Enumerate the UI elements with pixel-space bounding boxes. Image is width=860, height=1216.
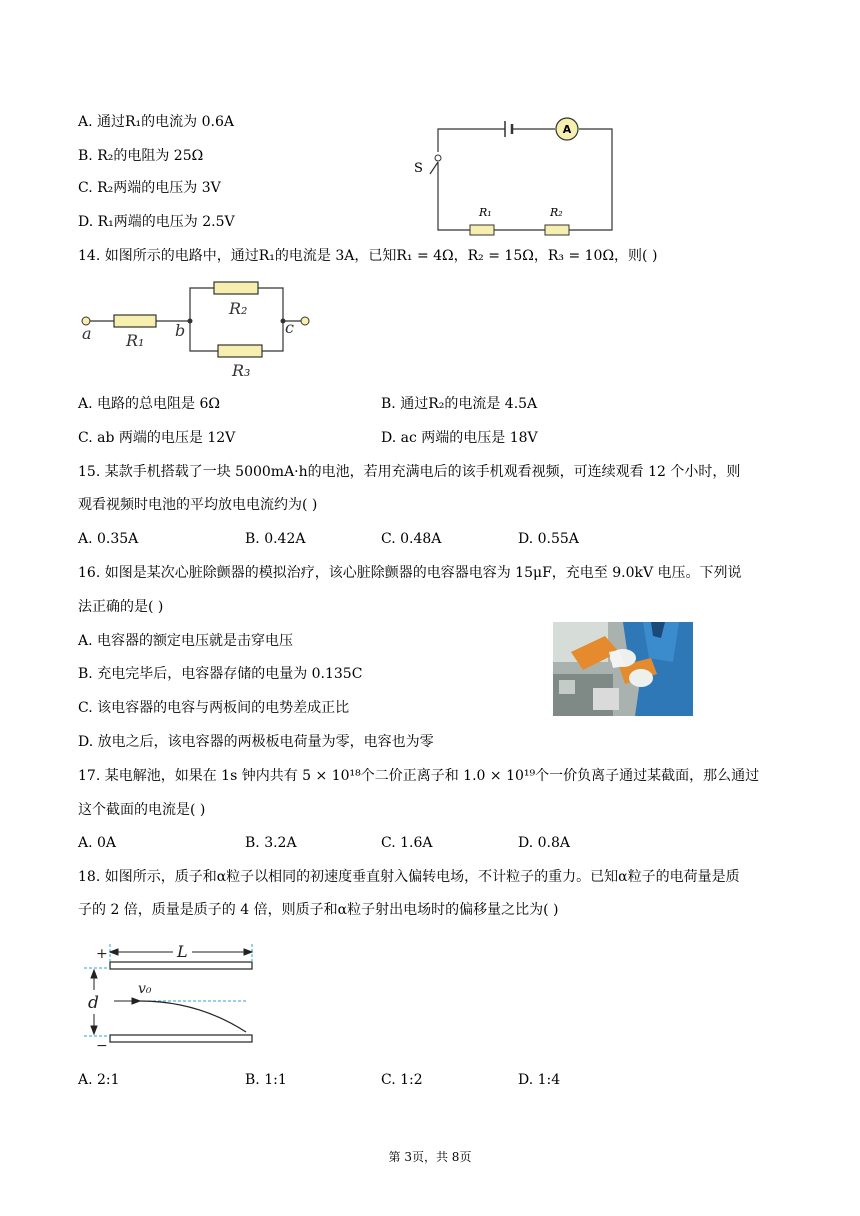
q15-option-a: A. 0.35A bbox=[78, 531, 139, 547]
q14-option-b: B. 通过R₂的电流是 4.5A bbox=[381, 396, 538, 412]
q14-node-b: b bbox=[175, 321, 186, 340]
q16-option-b: B. 充电完毕后，电容器存储的电量为 0.135C bbox=[78, 666, 363, 682]
q17-option-c: C. 1.6A bbox=[381, 835, 433, 851]
q14-resistor-r3 bbox=[218, 345, 262, 357]
q14-r3-label: R₃ bbox=[232, 361, 251, 380]
q14-r1-label: R₁ bbox=[126, 331, 145, 350]
q17-option-b: B. 3.2A bbox=[245, 835, 297, 851]
q13-ammeter-label: A bbox=[562, 123, 572, 136]
q18-deflection-field-diagram bbox=[78, 938, 268, 1050]
q14-resistor-r2 bbox=[214, 282, 258, 294]
q17-stem-line1: 17. 某电解池，如果在 1s 钟内共有 5 × 10¹⁸个二价正离子和 1.0 × 10¹⁹个一价负离子通过某截面，那么通过 bbox=[78, 768, 760, 784]
q15-stem-line2: 观看视频时电池的平均放电电流约为( ) bbox=[78, 497, 318, 513]
q14-option-d: D. ac 两端的电压是 18V bbox=[381, 430, 538, 446]
q15-option-c: C. 0.48A bbox=[381, 531, 442, 547]
q18-length-label: L bbox=[177, 942, 188, 961]
q13-resistor-r1 bbox=[470, 225, 494, 235]
q18-stem-line2: 子的 2 倍，质量是质子的 4 倍，则质子和α粒子射出电场时的偏移量之比为( ) bbox=[78, 902, 559, 918]
q18-velocity-label: v₀ bbox=[138, 981, 152, 997]
q16-option-a: A. 电容器的额定电压就是击穿电压 bbox=[78, 633, 294, 649]
q15-stem-line1: 15. 某款手机搭载了一块 5000mA·h的电池，若用充满电后的该手机观看视频，可连续观看 12 个小时，则 bbox=[78, 464, 741, 480]
q17-stem-line2: 这个截面的电流是( ) bbox=[78, 802, 206, 818]
q17-option-a: A. 0A bbox=[78, 835, 117, 851]
q14-terminal-a: a bbox=[82, 324, 92, 343]
q13-option-c: C. R₂两端的电压为 3V bbox=[78, 180, 221, 196]
q14-terminal-c: c bbox=[285, 318, 294, 337]
q14-option-c: C. ab 两端的电压是 12V bbox=[78, 430, 236, 446]
q15-option-d: D. 0.55A bbox=[518, 531, 579, 547]
q16-option-c: C. 该电容器的电容与两板间的电势差成正比 bbox=[78, 700, 350, 716]
q18-option-a: A. 2:1 bbox=[78, 1072, 120, 1088]
q15-option-b: B. 0.42A bbox=[245, 531, 306, 547]
q13-option-d: D. R₁两端的电压为 2.5V bbox=[78, 214, 235, 230]
q18-option-c: C. 1:2 bbox=[381, 1072, 423, 1088]
q13-circuit-diagram bbox=[410, 112, 625, 237]
q18-minus-sign: − bbox=[96, 1038, 108, 1050]
q13-r2-label: R₂ bbox=[550, 206, 563, 219]
q13-r1-label: R₁ bbox=[479, 206, 492, 219]
q14-option-a: A. 电路的总电阻是 6Ω bbox=[78, 396, 220, 412]
q14-resistor-r1 bbox=[114, 315, 156, 327]
q16-stem-line1: 16. 如图是某次心脏除颤器的模拟治疗，该心脏除颤器的电容器电容为 15μF，充电至 9.0kV 电压。下列说 bbox=[78, 565, 742, 581]
q18-option-b: B. 1:1 bbox=[245, 1072, 287, 1088]
q18-lower-plate bbox=[110, 1035, 252, 1042]
q18-upper-plate bbox=[110, 962, 252, 969]
q13-option-b: B. R₂的电阻为 25Ω bbox=[78, 148, 204, 164]
q13-resistor-r2 bbox=[545, 225, 569, 235]
q14-circuit-diagram bbox=[78, 278, 318, 380]
q18-stem-line1: 18. 如图所示，质子和α粒子以相同的初速度垂直射入偏转电场，不计粒子的重力。已知α粒子的电荷量是质 bbox=[78, 869, 740, 885]
q16-option-d: D. 放电之后，该电容器的两极板电荷量为零，电容也为零 bbox=[78, 734, 434, 750]
q13-switch-label: S bbox=[414, 161, 423, 176]
q18-option-d: D. 1:4 bbox=[518, 1072, 561, 1088]
defibrillator-photo bbox=[553, 622, 693, 716]
q14-r2-label: R₂ bbox=[229, 299, 248, 318]
q16-stem-line2: 法正确的是( ) bbox=[78, 599, 164, 615]
q18-plus-sign: + bbox=[96, 946, 108, 962]
q14-stem: 14. 如图所示的电路中，通过R₁的电流是 3A，已知R₁ = 4Ω，R₂ = 15Ω，R₃ = 10Ω，则( ) bbox=[78, 248, 658, 264]
q13-option-a: A. 通过R₁的电流为 0.6A bbox=[78, 114, 234, 130]
q17-option-d: D. 0.8A bbox=[518, 835, 571, 851]
q18-distance-label: d bbox=[88, 993, 99, 1013]
page-number-footer: 第 3页，共 8页 bbox=[388, 1150, 472, 1164]
